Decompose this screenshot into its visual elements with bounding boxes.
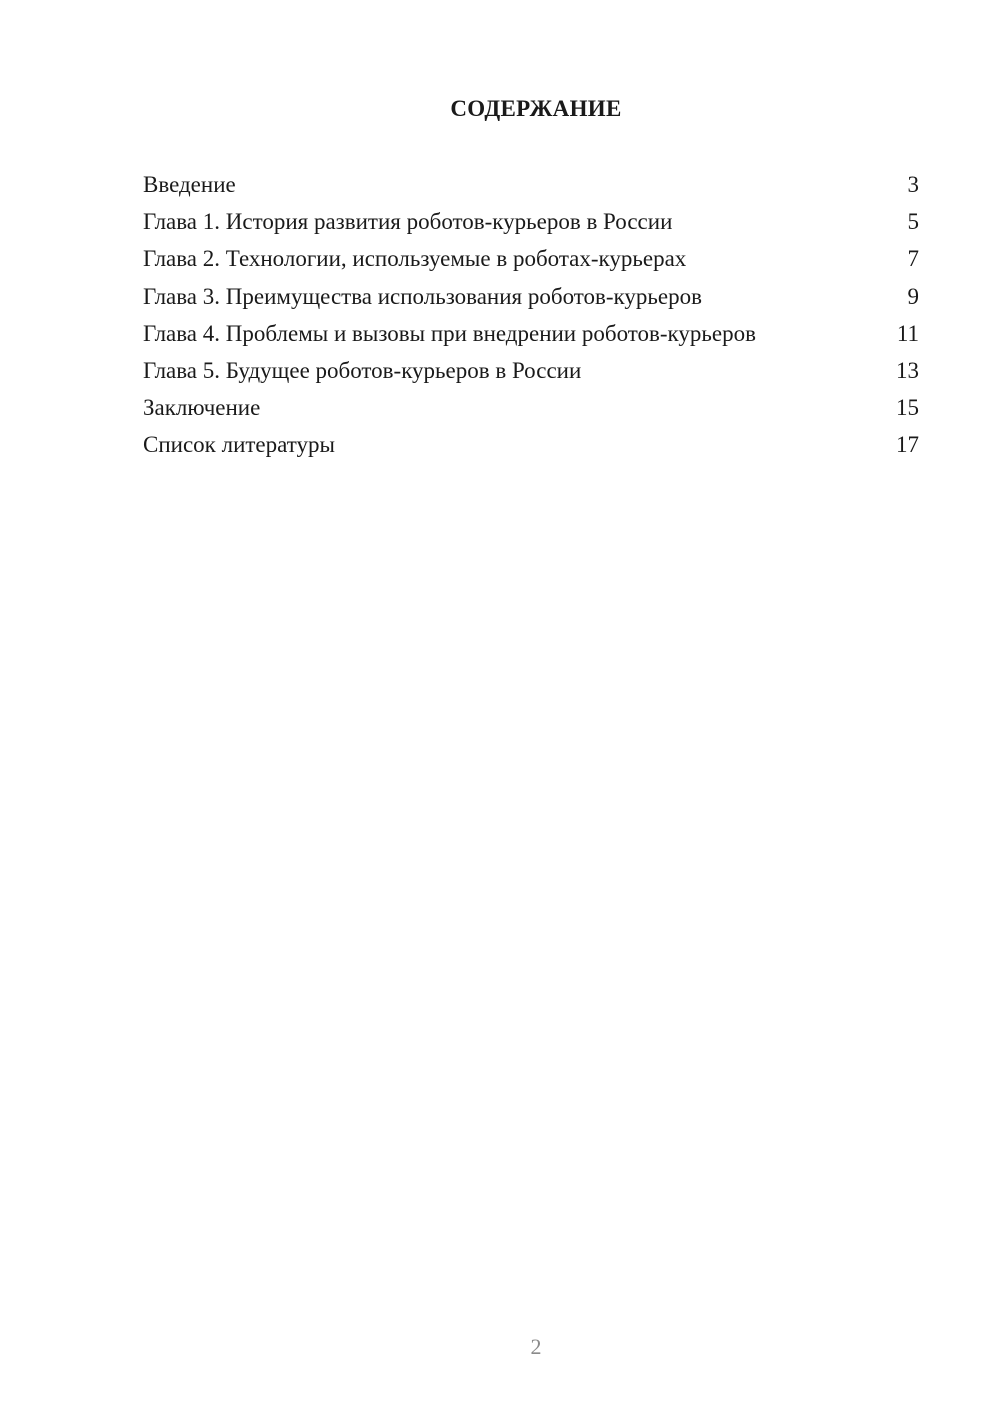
toc-entry-page: 15 [896,395,919,421]
toc-entry-page: 13 [896,357,919,383]
toc-entry-references[interactable] [143,430,919,467]
toc-entry-label: Глава 2. Технологии, используемые в роботах-курьерах [143,246,687,272]
toc-entry-label: Глава 5. Будущее роботов-курьеров в России [143,357,582,383]
toc-entry-chapter-4[interactable] [143,319,919,356]
toc-entry-chapter-2[interactable] [143,244,919,281]
toc-entry-conclusion[interactable] [143,393,919,430]
toc-entry-chapter-5[interactable] [143,356,919,393]
page-number: 2 [530,1334,542,1359]
table-of-contents [143,170,919,468]
toc-entry-page: 7 [907,246,919,272]
toc-entry-chapter-1[interactable] [143,207,919,244]
toc-entry-page: 5 [907,209,919,235]
toc-entry-label: Введение [143,172,236,197]
toc-entry-page: 3 [907,172,919,197]
toc-entry-label: Глава 1. История развития роботов-курьеров в России [143,209,673,235]
toc-entry-page: 11 [896,320,919,346]
toc-entry-label: Глава 3. Преимущества использования роботов-курьеров [143,283,702,309]
toc-entry-page: 17 [896,432,919,458]
page-title: СОДЕРЖАНИЕ [450,96,622,121]
toc-entry-label: Глава 4. Проблемы и вызовы при внедрении роботов-курьеров [143,320,756,346]
toc-entry-chapter-3[interactable] [143,282,919,319]
toc-entry-introduction[interactable] [143,170,919,207]
toc-entry-label: Список литературы [143,432,335,458]
toc-entry-page: 9 [907,283,919,309]
toc-entry-label: Заключение [143,395,261,421]
